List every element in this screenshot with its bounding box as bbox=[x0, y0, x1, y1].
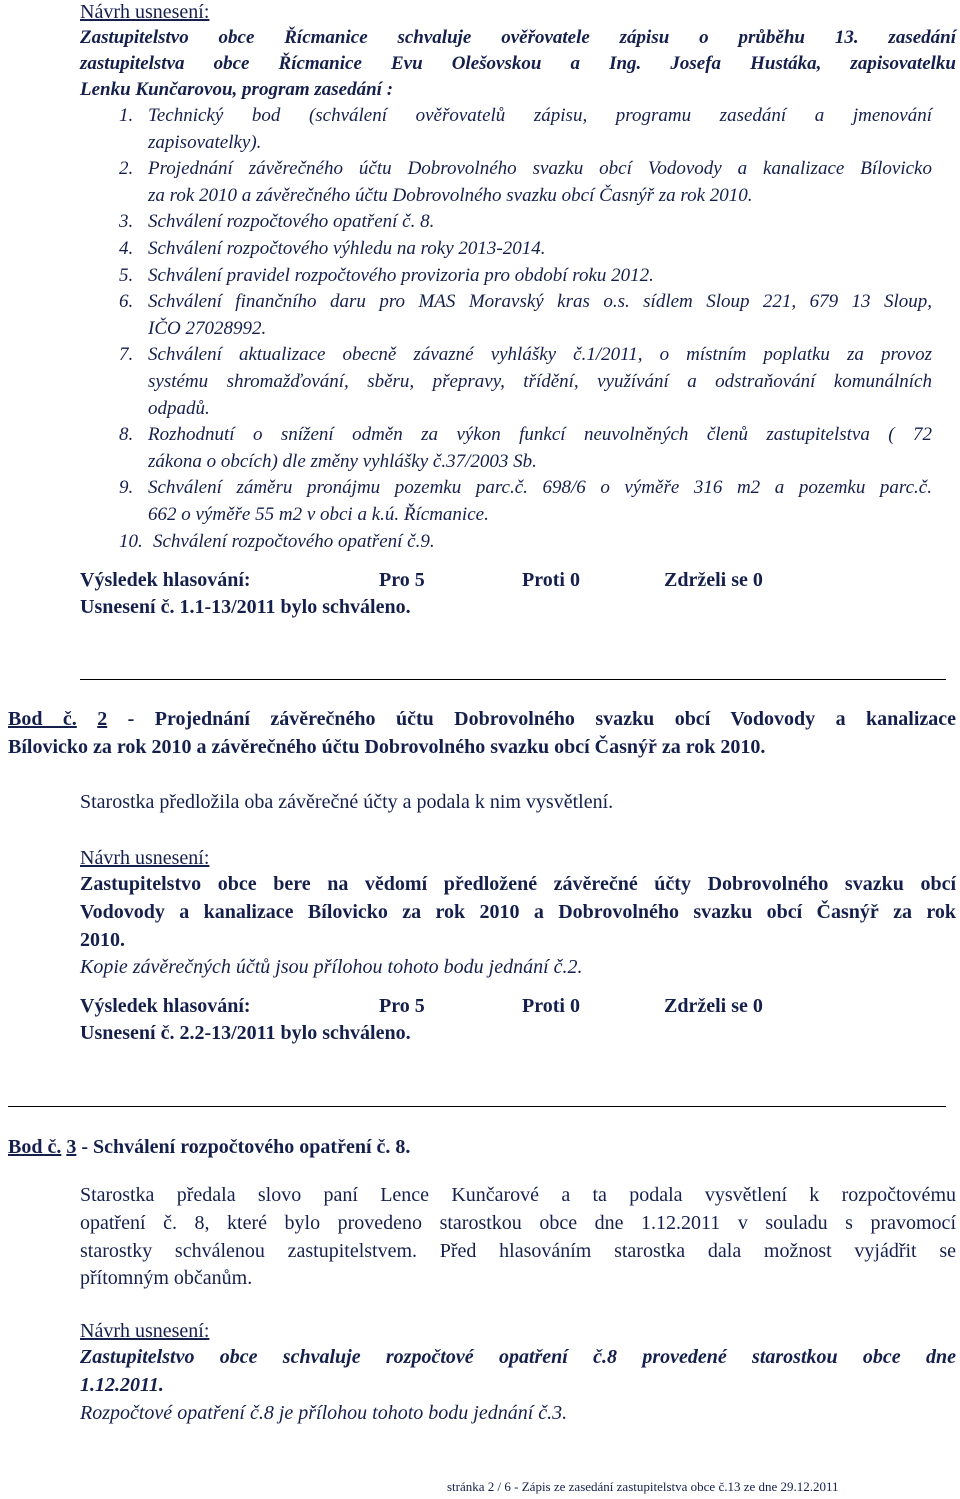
vote-proti: Proti 0 bbox=[522, 569, 580, 591]
bod-2-heading-line-1 bbox=[8, 709, 956, 729]
proposal-text-line: Vodovody a kanalizace Bílovicko za rok 2010 a Dobrovolného svazku obcí Časnýř za rok bbox=[80, 901, 956, 923]
bod-prefix: Bod č. bbox=[8, 708, 77, 730]
proposal-text-line: 1.12.2011. bbox=[80, 1374, 164, 1396]
proposal-text-line: Zastupitelstvo obce bere na vědomí předložené závěrečné účty Dobrovolného svazku obcí bbox=[80, 873, 956, 895]
program-item-text: Schválení rozpočtového výhledu na roky 2013-2014. bbox=[148, 238, 546, 259]
program-item-number: 1. bbox=[119, 105, 134, 126]
divider-1 bbox=[80, 679, 946, 680]
vote-label: Výsledek hlasování: bbox=[80, 995, 251, 1017]
program-item-number: 6. bbox=[119, 291, 134, 313]
proposal-label-1: Návrh usnesení: bbox=[80, 1, 210, 23]
program-item-number: 2. bbox=[119, 158, 134, 180]
divider-2 bbox=[8, 1106, 946, 1107]
program-item-number: 9. bbox=[119, 477, 134, 499]
bod-prefix: Bod č. bbox=[8, 1136, 62, 1158]
bod-3-text-line: starostky schválenou zastupitelstvem. Před hlasováním starostka dala možnost vyjádřit se bbox=[80, 1240, 956, 1262]
program-item-number: 3. bbox=[119, 211, 134, 233]
program-item-number: 10. bbox=[119, 530, 143, 552]
proposal-note-2: Kopie závěrečných účtů jsou přílohou tohoto bodu jednání č.2. bbox=[80, 956, 583, 978]
bod-title: - Projednání závěrečného účtu Dobrovolného svazku obcí Vodovody a kanalizace bbox=[127, 708, 957, 730]
bod-title: - Schválení rozpočtového opatření č. 8. bbox=[81, 1136, 411, 1158]
proposal-text-line: Lenku Kunčarovou, program zasedání : bbox=[80, 79, 394, 100]
vote-pro: Pro 5 bbox=[379, 995, 425, 1017]
program-item-text: zákona o obcích) dle změny vyhlášky č.37/2003 Sb. bbox=[148, 450, 537, 472]
program-item-text: za rok 2010 a závěrečného účtu Dobrovolného svazku obcí Časnýř za rok 2010. bbox=[148, 184, 753, 206]
program-item-text: Rozhodnutí o snížení odměn za výkon funkcí neuvolněných členů zastupitelstva ( 72 bbox=[148, 424, 932, 446]
proposal-text-line: Zastupitelstvo obce Řícmanice schvaluje ověřovatele zápisu o průběhu 13. zasedání bbox=[80, 27, 956, 48]
bod-3-text-line: přítomným občanům. bbox=[80, 1267, 253, 1289]
proposal-label-2: Návrh usnesení: bbox=[80, 847, 210, 869]
program-item-number: 4. bbox=[119, 238, 134, 259]
vote-zdrzeli: Zdrželi se 0 bbox=[664, 569, 763, 591]
program-item-text: Technický bod (schválení ověřovatelů zápisu, programu zasedání a jmenování bbox=[148, 105, 932, 126]
bod-2-heading-line-2: Bílovicko za rok 2010 a závěrečného účtu Dobrovolného svazku obcí Časnýř za rok 2010. bbox=[8, 736, 766, 758]
proposal-text-line: zastupitelstva obce Řícmanice Evu Olešovskou a Ing. Josefa Hustáka, zapisovatelku bbox=[80, 53, 956, 74]
program-item-text: odpadů. bbox=[148, 397, 210, 419]
program-item-text: zapisovatelky). bbox=[148, 131, 262, 153]
proposal-text-line: 2010. bbox=[80, 929, 125, 951]
program-item-text: systému shromažďování, sběru, přepravy, třídění, využívání a odstraňování komunálních bbox=[148, 371, 932, 392]
bod-3-text-line: Starostka předala slovo paní Lence Kunčarové a ta podala vysvětlení k rozpočtovému bbox=[80, 1184, 956, 1206]
vote-proti: Proti 0 bbox=[522, 995, 580, 1017]
program-item-text: Projednání závěrečného účtu Dobrovolného svazku obcí Vodovody a kanalizace Bílovicko bbox=[148, 158, 932, 180]
resolution-1: Usnesení č. 1.1-13/2011 bylo schváleno. bbox=[80, 596, 411, 618]
program-item-text: Schválení pravidel rozpočtového provizoria pro období roku 2012. bbox=[148, 264, 654, 286]
program-item-text: Schválení záměru pronájmu pozemku parc.č. 698/6 o výměře 316 m2 a pozemku parc.č. bbox=[148, 477, 932, 499]
bod-number: 3 bbox=[66, 1136, 77, 1158]
proposal-note-3: Rozpočtové opatření č.8 je přílohou tohoto bodu jednání č.3. bbox=[80, 1402, 568, 1424]
vote-zdrzeli: Zdrželi se 0 bbox=[664, 995, 763, 1017]
program-item-text: 662 o výměře 55 m2 v obci a k.ú. Řícmanice. bbox=[148, 504, 489, 525]
program-item-number: 7. bbox=[119, 344, 134, 366]
vote-pro: Pro 5 bbox=[379, 569, 425, 591]
proposal-label-3: Návrh usnesení: bbox=[80, 1320, 210, 1342]
bod-number: 2 bbox=[97, 708, 108, 730]
vote-label: Výsledek hlasování: bbox=[80, 569, 251, 591]
program-item-text: Schválení rozpočtového opatření č. 8. bbox=[148, 211, 435, 233]
program-item-text: Schválení rozpočtového opatření č.9. bbox=[153, 530, 435, 552]
program-item-number: 8. bbox=[119, 424, 134, 446]
page-footer: stránka 2 / 6 - Zápis ze zasedání zastupitelstva obce č.13 ze dne 29.12.2011 bbox=[447, 1479, 839, 1494]
program-item-number: 5. bbox=[119, 264, 134, 286]
bod-3-heading bbox=[8, 1137, 410, 1157]
bod-2-text: Starostka předložila oba závěrečné účty a podala k nim vysvětlení. bbox=[80, 791, 614, 813]
proposal-text-line: Zastupitelstvo obce schvaluje rozpočtové opatření č.8 provedené starostkou obce dne bbox=[80, 1346, 956, 1368]
program-item-text: Schválení aktualizace obecně závazné vyhlášky č.1/2011, o místním poplatku za provoz bbox=[148, 344, 932, 366]
program-item-text: IČO 27028992. bbox=[148, 317, 267, 339]
program-item-text: Schválení finančního daru pro MAS Moravský kras o.s. sídlem Sloup 221, 679 13 Sloup, bbox=[148, 291, 932, 313]
resolution-2: Usnesení č. 2.2-13/2011 bylo schváleno. bbox=[80, 1022, 411, 1044]
bod-3-text-line: opatření č. 8, které bylo provedeno starostkou obce dne 1.12.2011 v souladu s pravomocí bbox=[80, 1212, 956, 1234]
